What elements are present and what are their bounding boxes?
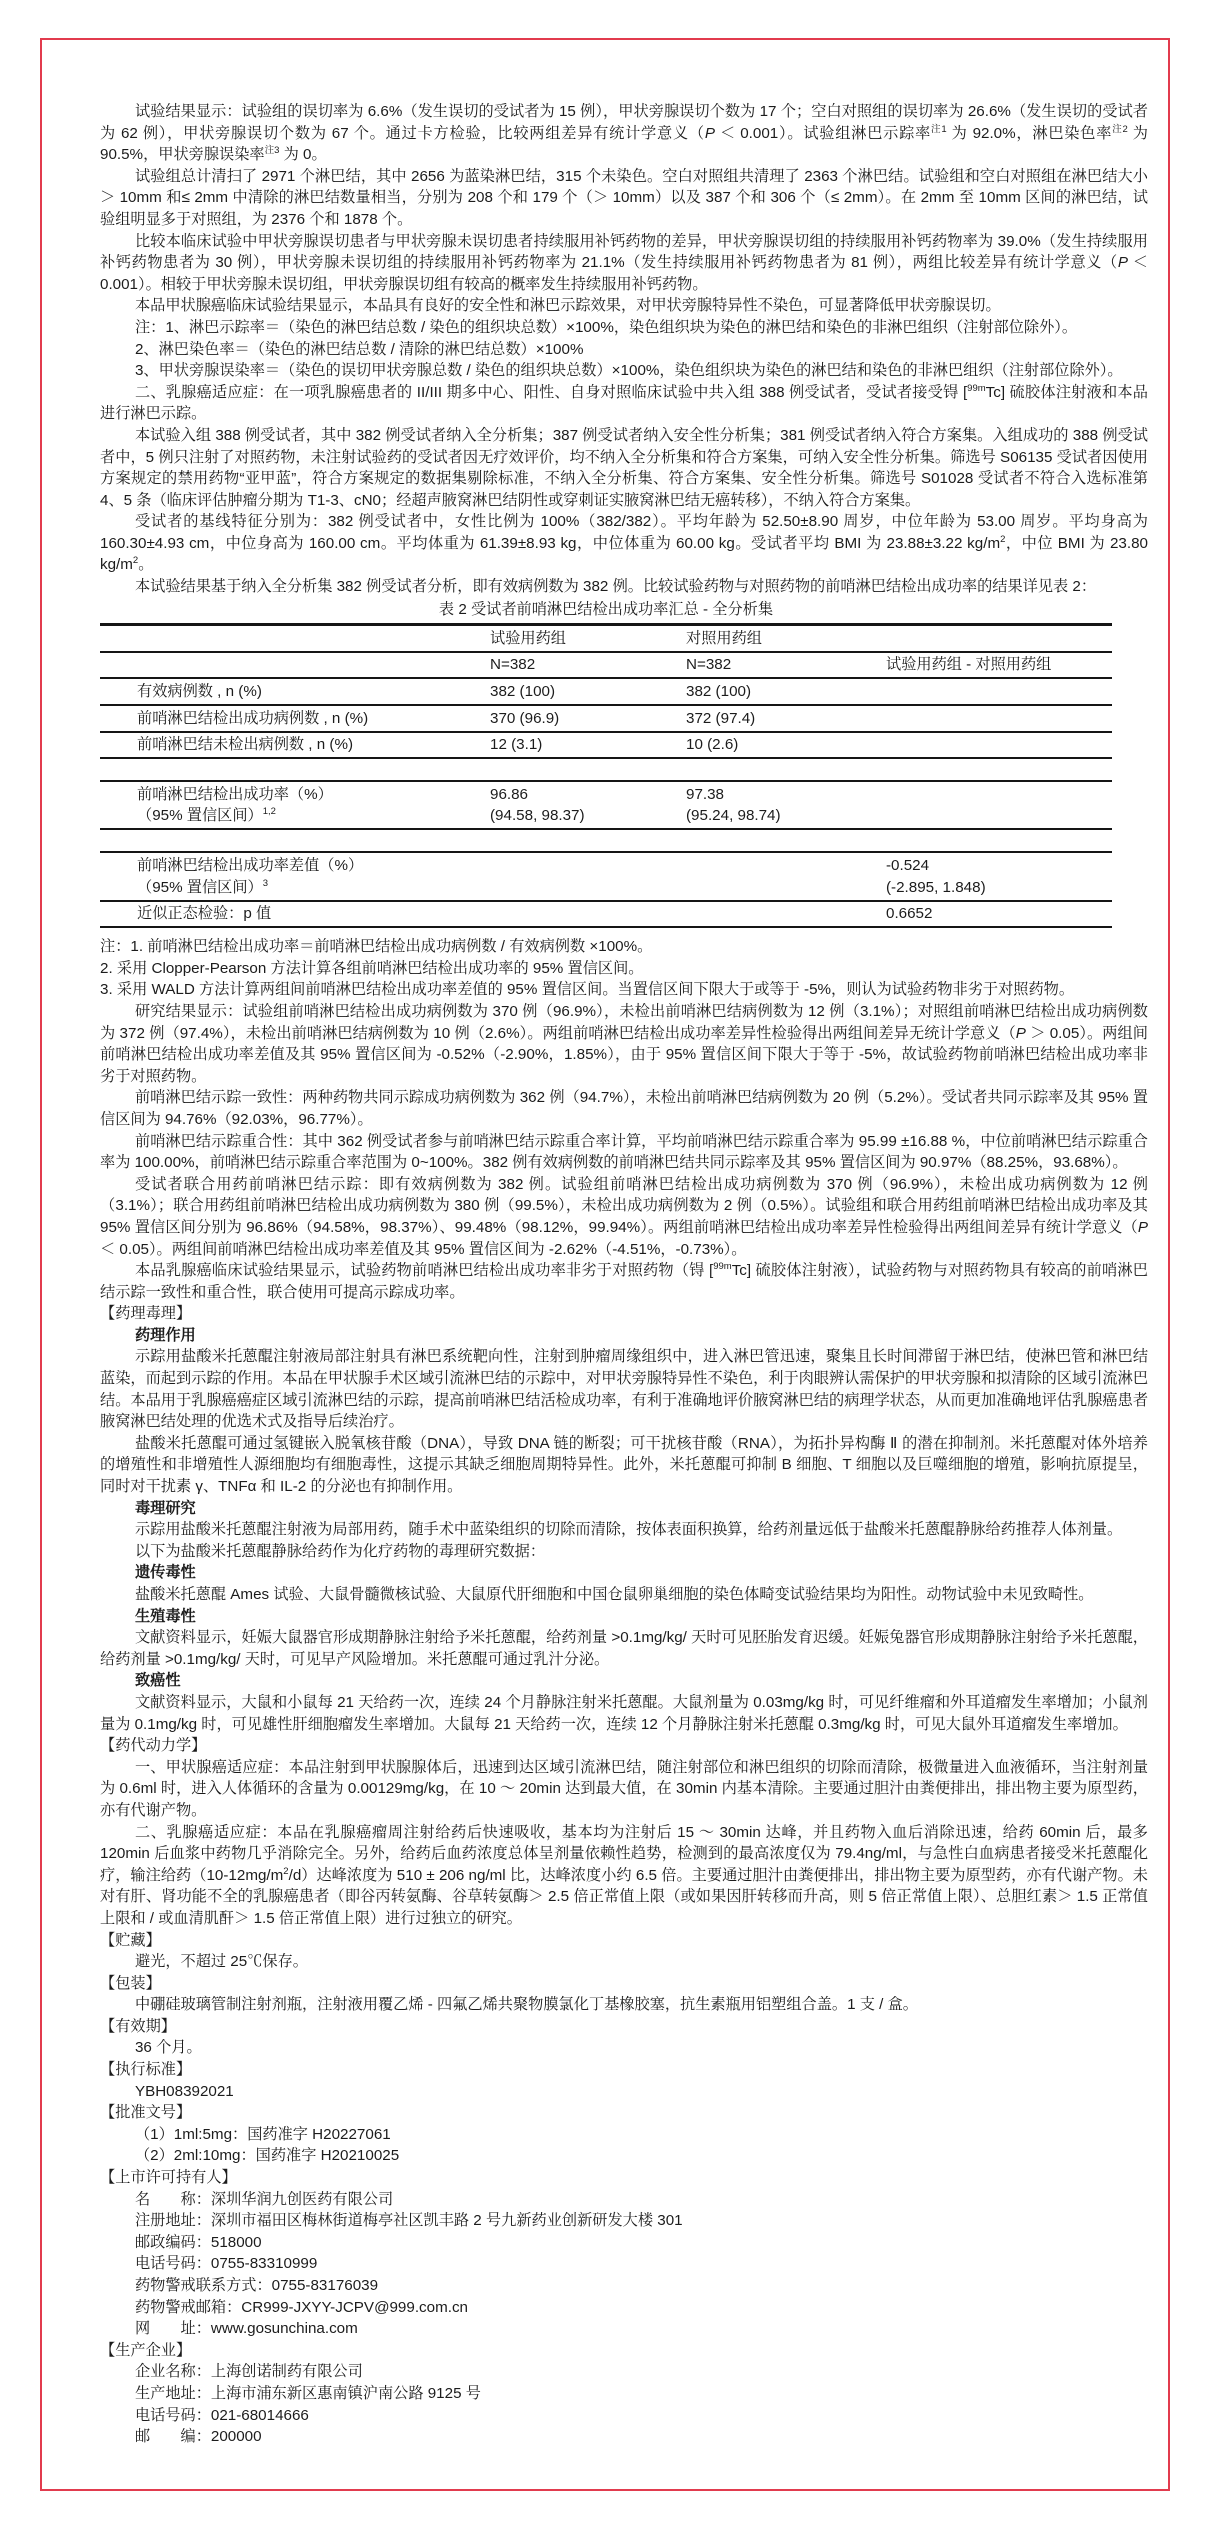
paragraph: 前哨淋巴结示踪一致性：两种药物共同示踪成功病例数为 362 例（94.7%），未检出前哨淋巴结病例数为 20 例（5.2%）。受试者共同示踪率及其 95% 置信区间为 94.76%（92.03%，96.77%）。 [100,1089,1148,1128]
sub-heading: 毒理研究 [134,1499,196,1517]
section-heading: 【有效期】 [100,2017,176,2035]
table-cell [886,733,1112,758]
document-frame [40,38,1170,2491]
paragraph: 一、甲状腺癌适应症：本品注射到甲状腺腺体后，迅速到达区域引流淋巴结，随注射部位和淋巴组织的切除而清除，极微量进入血液循环，当注射剂量为 0.6ml 时，进入人体循环的含量为 0.00129mg/kg，在 10 ～ 20min 达到最大值，在 30min 内基本清除。主要通过胆汁由粪便排出，排出物主要为原型药，亦有代谢产物。 [100,1758,1148,1819]
section-heading: 【执行标准】 [100,2061,192,2079]
table-cell [886,706,1112,731]
paragraph: 示踪用盐酸米托蒽醌注射液为局部用药，随手术中蓝染组织的切除而清除，按体表面积换算，给药剂量远低于盐酸米托蒽醌静脉给药推荐人体剂量。 [134,1521,1123,1539]
table-cell [490,853,686,899]
paragraph: 注：1、淋巴示踪率＝（染色的淋巴结总数 / 染色的组织块总数）×100%，染色组织块为染色的淋巴结和染色的非淋巴组织（注射部位除外）。 [134,318,1078,336]
superscript: 2 [132,555,139,567]
table-cell: 前哨淋巴结检出成功病例数 , n (%) [137,709,369,727]
paragraph: YBH08392021 [134,2082,234,2100]
table-cell: 有效病例数 , n (%) [137,682,262,700]
table-group [100,679,1112,759]
table-note: 3. 采用 WALD 方法计算两组间前哨淋巴结检出成功率差值的 95% 置信区间。当置信区间下限大于或等于 -5%，则认为试验药物非劣于对照药物。 [100,981,1075,999]
section-heading: 【药理毒理】 [100,1305,192,1323]
table-cell [886,626,1112,651]
sub-heading: 生殖毒性 [134,1607,196,1625]
paragraph: 研究结果显示：试验组前哨淋巴结检出成功病例数为 370 例（96.9%），未检出前哨淋巴结病例数为 12 例（3.1%）；对照组前哨淋巴结检出成功病例数为 372 例（97.4%），未检出前哨淋巴结病例数为 10 例（2.6%）。两组前哨淋巴结检出成功率差异性检验得出两组间差异无统计学意义（P ＞ 0.05）。两组间前哨淋巴结检出成功率差值及其 95% 置信区间为 -0.52%（-2.90%，1.85%），由于 95% 置信区间下限大于等于 -5%，故试验药物前哨淋巴结检出成功率非劣于对照药物。 [100,1002,1148,1085]
paragraph: 受试者的基线特征分别为：382 例受试者中，女性比例为 100%（382/382）。平均年龄为 52.50±8.90 周岁，中位年龄为 53.00 周岁。平均身高为 160.30±4.93 cm，中位身高为 160.00 cm。平均体重为 61.39±8.93 kg，中位体重为 60.00 kg。受试者平均 BMI 为 23.88±3.22 $kg/m^2$，中位 BMI 为 23.80 $kg/m^2$。 [100,513,1148,574]
superscript: 注2 [1112,123,1128,135]
section-heading: 【上市许可持有人】 [100,2169,237,2187]
results-table [100,623,1112,928]
table-cell [686,902,886,927]
paragraph: 3、甲状旁腺误染率＝（染色的误切甲状旁腺总数 / 染色的组织块总数）×100%，染色组织块为染色的淋巴结和染色的非淋巴组织（注射部位除外）。 [134,362,1123,380]
table-cell: 试验用药组 - 对照用药组 [886,656,1052,674]
table-cell [686,853,886,899]
table-cell [100,653,490,678]
paragraph: 本试验结果基于纳入全分析集 382 例受试者分析，即有效病例数为 382 例。比较试验药物与对照药物的前哨淋巴结检出成功率的结果详见表 2： [134,578,1097,596]
paragraph: 二、乳腺癌适应症：本品在乳腺癌瘤周注射给药后快速吸收，基本均为注射后 15 ～ 30min 达峰，并且药物入血后消除迅速，给药 60min 后，最多 120min 后血浆中药物几乎消除完全。另外，给药后血药浓度总体呈剂量依赖性趋势，检测到的最高浓度仅为 79.4ng/ml，与急性白血病患者接受米托蒽醌化疗，输注给药$(10-12mg/m^2/d)$达峰浓度为 510 ± 206 ng/ml 比，达峰浓度小约 6.5 倍。主要通过胆汁由粪便排出，排出物主要为原型药，亦有代谢产物。未对有肝、肾功能不全的乳腺癌患者（即谷丙转氨酶、谷草转氨酶＞ 2.5 倍正常值上限（或如果因肝转移而升高，则 5 倍正常值上限）、总胆红素＞ 1.5 正常值上限和 / 或血清肌酐＞ 1.5 倍正常值上限）进行过独立的研究。 [100,1823,1148,1927]
table-row [100,853,1112,901]
paragraph: 2、淋巴染色率＝（染色的淋巴结总数 / 清除的淋巴结总数）×100% [134,340,584,358]
table-cell: 370 (96.9) [490,709,560,727]
paragraph: 药物警戒邮箱：CR999-JXYY-JCPV@999.com.cn [134,2298,468,2316]
paragraph: 本品乳腺癌临床试验结果显示，试验药物前哨淋巴结检出成功率非劣于对照药物（锝 [$^{99m}$Tc] 硫胶体注射液），试验药物与对照药物具有较高的前哨淋巴结示踪一致性和重合性，联合使用可提高示踪成功率。 [100,1261,1148,1301]
superscript: 注3 [264,145,280,157]
section-heading: 【药代动力学】 [100,1737,207,1755]
table-row [100,679,1112,706]
superscript: 99m [713,1261,732,1273]
table-header [100,623,1112,679]
table-cell: -0.524 (-2.895, 1.848) [886,856,986,896]
paragraph: 文献资料显示，妊娠大鼠器官形成期静脉注射给予米托蒽醌，给药剂量 >0.1mg/kg/ 天时可见胚胎发育迟缓。妊娠兔器官形成期静脉注射给予米托蒽醌，给药剂量 >0.1mg/kg/ 天时，可见早产风险增加。米托蒽醌可通过乳汁分泌。 [100,1629,1148,1668]
table-cell: N=382 [686,656,732,674]
table-cell: N=382 [490,656,536,674]
paragraph: 前哨淋巴结示踪重合性：其中 362 例受试者参与前哨淋巴结示踪重合率计算，平均前哨淋巴结示踪重合率为 95.99 ±16.88 %，中位前哨淋巴结示踪重合率为 100.00%，前哨淋巴结示踪重合率范围为 0~100%。382 例有效病例数的前哨淋巴结共同示踪率及其 95% 置信区间为 90.97%（88.25%，93.68%）。 [100,1132,1148,1172]
table-cell [100,626,490,651]
paragraph: 电话号码：0755-83310999 [134,2255,318,2273]
table-cell: 10 (2.6) [686,736,739,754]
superscript: 1,2 [262,806,276,818]
table-header-row [100,626,1112,653]
table-cell: 96.86 (94.58, 98.37) [490,785,585,825]
paragraph: 避光，不超过 25℃保存。 [134,1953,308,1971]
paragraph: 试验结果显示：试验组的误切率为 6.6%（发生误切的受试者为 15 例），甲状旁腺误切个数为 17 个；空白对照组的误切率为 26.6%（发生误切的受试者为 62 例），甲状旁腺误切个数为 67 个。通过卡方检验，比较两组差异有统计学意义（P ＜ 0.001）。试验组淋巴示踪率$^{注1}$ 为 92.0%，淋巴染色率$^{注2}$ 为 90.5%，甲状旁腺误染率$^{注3}$ 为 0。 [100,103,1148,164]
table-cell: 97.38 (95.24, 98.74) [686,785,781,825]
table-cell: 382 (100) [490,682,556,700]
table-cell: 372 (97.4) [686,709,756,727]
section-heading: 【包装】 [100,1974,161,1992]
table-cell: 前哨淋巴结未检出病例数 , n (%) [137,736,354,754]
table-cell: 382 (100) [686,682,752,700]
table-cell: 前哨淋巴结检出成功率（%） （95% 置信区间）$^{1,2}$ [137,785,333,825]
paragraph: 邮 编：200000 [134,2428,262,2446]
table-row [100,733,1112,760]
table-note: 注：1. 前哨淋巴结检出成功率＝前哨淋巴结检出成功病例数 / 有效病例数 ×100%。 [100,938,653,956]
section-heading: 【生产企业】 [100,2341,192,2359]
paragraph: 注册地址：深圳市福田区梅林街道梅亭社区凯丰路 2 号九新药业创新研发大楼 301 [134,2212,683,2230]
paragraph: 本品甲状腺癌临床试验结果显示，本品具有良好的安全性和淋巴示踪效果，对甲状旁腺特异性不染色，可显著降低甲状旁腺误切。 [134,297,1001,315]
paragraph: 企业名称：上海创诺制药有限公司 [134,2363,363,2381]
table-cell [490,902,686,927]
section-heading: 【批准文号】 [100,2104,192,2122]
paragraph: 以下为盐酸米托蒽醌静脉给药作为化疗药物的毒理研究数据： [134,1542,546,1560]
table-cell: 试验用药组 [490,629,566,647]
table-cell [886,679,1112,704]
paragraph: 36 个月。 [134,2039,202,2057]
paragraph: 试验组总计清扫了 2971 个淋巴结，其中 2656 为蓝染淋巴结，315 个未染色。空白对照组共清理了 2363 个淋巴结。试验组和空白对照组在淋巴结大小＞ 10mm 和≤ 2mm 中清除的淋巴结数量相当，分别为 208 个和 179 个（＞ 10mm）以及 387 个和 306 个（≤ 2mm）。在 2mm 至 10mm 区间的淋巴结，试验组明显多于对照组，为 2376 个和 1878 个。 [100,167,1148,228]
table-cell: 前哨淋巴结检出成功率差值（%） （95% 置信区间）$^3$ [137,856,364,896]
paragraph: （2）2ml:10mg：国药准字 H20210025 [134,2147,400,2165]
paragraph: 比较本临床试验中甲状旁腺误切患者与甲状旁腺未误切患者持续服用补钙药物的差异，甲状旁腺误切组的持续服用补钙药物率为 39.0%（发生持续服用补钙药物患者为 30 例），甲状旁腺未误切组的持续服用补钙药物率为 21.1%（发生持续服用补钙药物患者为 81 例），两组比较差异有统计学意义（P ＜ 0.001）。相较于甲状旁腺未误切组，甲状旁腺误切组有较高的概率发生持续服用补钙药物。 [100,232,1148,293]
paragraph: 二、乳腺癌适应症：在一项乳腺癌患者的 II/III 期多中心、阳性、自身对照临床试验中共入组 388 例受试者，受试者接受锝 [$^{99m}$Tc] 硫胶体注射液和本品进行淋巴示踪。 [100,382,1148,423]
paragraph: 网 址：www.gosunchina.com [134,2320,358,2338]
table-cell: 12 (3.1) [490,736,543,754]
sub-heading: 药理作用 [134,1326,196,1344]
superscript: 2 [283,1865,289,1877]
paragraph: 中硼硅玻璃管制注射剂瓶，注射液用覆乙烯 - 四氟乙烯共聚物膜氯化丁基橡胶塞，抗生素瓶用铝塑组合盖。1 支 / 盒。 [134,1996,918,2014]
superscript: 3 [262,877,269,889]
table-cell: 对照用药组 [686,629,762,647]
paragraph: 示踪用盐酸米托蒽醌注射液局部注射具有淋巴系统靶向性，注射到肿瘤周缘组织中，进入淋巴管迅速，聚集且长时间滞留于淋巴结，使淋巴管和淋巴结蓝染，而起到示踪的作用。本品在甲状腺手术区域引流淋巴结的示踪中，对甲状旁腺特异性不染色，利于肉眼辨认需保护的甲状旁腺和拟清除的区域引流淋巴结。本品用于乳腺癌癌症区域引流淋巴结的示踪，提高前哨淋巴结活检成功率，有利于准确地评价腋窝淋巴结的病理学状态，从而更加准确地评估乳腺癌患者腋窝淋巴结处理的优选术式及指导后续治疗。 [100,1348,1148,1431]
sub-heading: 致癌性 [134,1672,181,1690]
superscript: 99m [967,382,986,394]
paragraph: （1）1ml:5mg：国药准字 H20227061 [134,2125,391,2143]
superscript: 注1 [931,123,947,135]
table-group [100,780,1112,830]
table-group [100,851,1112,928]
table-cell: 0.6652 [886,905,933,923]
superscript: 2 [1000,533,1006,545]
paragraph: 本试验入组 388 例受试者，其中 382 例受试者纳入全分析集；387 例受试者纳入安全性分析集；381 例受试者纳入符合方案集。入组成功的 388 例受试者中，5 例只注射了对照药物，未注射试验药的受试者因无疗效评价，均不纳入全分析集和符合方案集，可纳入安全性分析集。筛选号 S06135 受试者因使用方案规定的禁用药物“亚甲蓝”，符合方案规定的数据集剔除标准，不纳入全分析集、符合方案集、安全性分析集。筛选号 S01028 受试者不符合入选标准第 4、5 条（临床评估肿瘤分期为 T1-3、cN0；经超声腋窝淋巴结阴性或穿刺证实腋窝淋巴结无癌转移），不纳入符合方案集。 [100,426,1148,509]
document-content [100,101,1148,2448]
paragraph: 名 称：深圳华润九创医药有限公司 [134,2190,394,2208]
table-cell [886,782,1112,828]
table-row [100,902,1112,929]
paragraph: 邮政编码：518000 [134,2233,262,2251]
paragraph: 药物警戒联系方式：0755-83176039 [134,2277,379,2294]
paragraph: 盐酸米托蒽醌 Ames 试验、大鼠骨髓微核试验、大鼠原代肝细胞和中国仓鼠卵巢细胞的染色体畸变试验结果均为阳性。动物试验中未见致畸性。 [134,1586,1094,1603]
paragraph: 生产地址：上海市浦东新区惠南镇沪南公路 9125 号 [134,2384,481,2402]
paragraph: 电话号码：021-68014666 [134,2406,309,2424]
table-header-row [100,653,1112,680]
table-row [100,706,1112,733]
paragraph: 受试者联合用药前哨淋巴结示踪：即有效病例数为 382 例。试验组前哨淋巴结检出成功病例数为 370 例（96.9%），未检出成功病例数为 12 例（3.1%）；联合用药组前哨淋巴结检出成功病例数为 380 例（99.5%），未检出成功病例数为 2 例（0.5%）。试验组和联合用药组前哨淋巴结检出成功率及其 95% 置信区间分别为 96.86%（94.58%，98.37%）、99.48%（98.12%，99.94%）。两组前哨淋巴结检出成功率差异性检验得出两组间差异有统计学意义（P ＜ 0.05）。两组间前哨淋巴结检出成功率差值及其 95% 置信区间为 -2.62%（-4.51%，-0.73%）。 [100,1175,1148,1258]
paragraph: 文献资料显示，大鼠和小鼠每 21 天给药一次，连续 24 个月静脉注射米托蒽醌。大鼠剂量为 0.03mg/kg 时，可见纤维瘤和外耳道瘤发生率增加；小鼠剂量为 0.1mg/kg 时，可见雄性肝细胞瘤发生率增加。大鼠每 21 天给药一次，连续 12 个月静脉注射米托蒽醌 0.3mg/kg 时，可见大鼠外耳道瘤发生率增加。 [100,1693,1148,1733]
paragraph: 盐酸米托蒽醌可通过氢键嵌入脱氧核苷酸（DNA），导致 DNA 链的断裂；可干扰核苷酸（RNA），为拓扑异构酶 Ⅱ 的潜在抑制剂。米托蒽醌对体外培养的增殖性和非增殖性人源细胞均有细胞毒性，这提示其缺乏细胞周期特异性。此外，米托蒽醌可抑制 B 细胞、T 细胞以及巨噬细胞的增殖，影响抗原提呈，同时对干扰素 γ、TNFα 和 IL-2 的分泌也有抑制作用。 [100,1434,1148,1496]
table-row [100,782,1112,830]
sub-heading: 遗传毒性 [134,1564,196,1582]
table-cell: 近似正态检验：p 值 [137,905,272,923]
table-caption: 表 2 受试者前哨淋巴结检出成功率汇总 - 全分析集 [438,600,774,618]
table-note: 2. 采用 Clopper-Pearson 方法计算各组前哨淋巴结检出成功率的 95% 置信区间。 [100,959,644,977]
section-heading: 【贮藏】 [100,1931,161,1949]
